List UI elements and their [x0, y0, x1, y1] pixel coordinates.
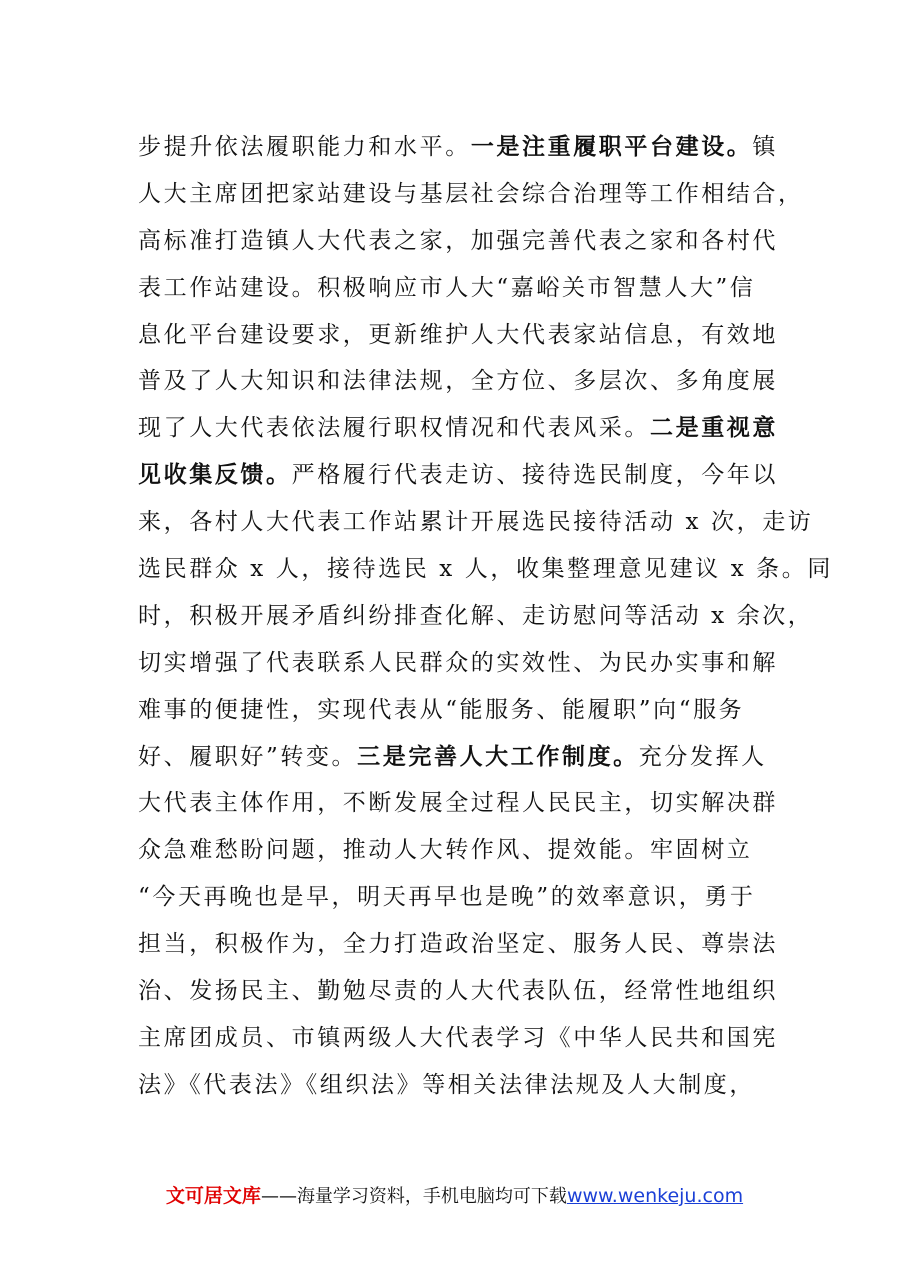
- text-line: [138, 780, 778, 827]
- body-text-segment: 担当，积极作为，全力打造政治坚定、服务人民、尊崇法: [138, 931, 778, 958]
- bold-heading-text: 三是完善人大工作制度。: [357, 743, 639, 770]
- text-line: [138, 265, 778, 312]
- bold-heading-text: 见收集反馈。: [138, 462, 292, 489]
- text-line: [138, 499, 814, 546]
- body-text-segment: 法》《代表法》《组织法》等相关法律法规及人大制度，: [138, 1071, 755, 1098]
- text-line: [138, 405, 778, 452]
- body-text-segment: 现了人大代表依法履行职权情况和代表风采。: [138, 415, 650, 442]
- body-text-segment: 镇: [752, 134, 779, 160]
- body-text-segment: 好、履职好”转变。: [138, 743, 358, 770]
- text-line: [138, 593, 814, 640]
- body-text-segment: 难事的便捷性，实现代表从“能服务、能履职”向“服务: [138, 696, 745, 723]
- body-text-segment: 严格履行代表走访、接待选民制度，今年以: [291, 462, 779, 489]
- body-text-segment: 来，各村人大代表工作站累计开展选民接待活动 x 次，走访: [138, 509, 814, 536]
- text-line: [138, 218, 778, 265]
- text-line: [138, 1015, 778, 1062]
- body-text-segment: 选民群众 x 人，接待选民 x 人，收集整理意见建议 x 条。同: [138, 556, 833, 583]
- body-text-segment: “今天再晚也是早，明天再早也是晚”的效率意识，勇于: [138, 884, 756, 911]
- text-line: [138, 124, 778, 171]
- text-line: [138, 452, 778, 499]
- text-line: [138, 687, 778, 734]
- text-line: [138, 546, 833, 593]
- body-text-segment: 主席团成员、市镇两级人大代表学习《中华人民共和国宪: [138, 1024, 778, 1051]
- footer-banner: [0, 1181, 909, 1212]
- body-text-segment: 高标准打造镇人大代表之家，加强完善代表之家和各村代: [138, 227, 778, 254]
- text-line: [138, 312, 778, 359]
- body-text-segment: 时，积极开展矛盾纠纷排查化解、走访慰问等活动 x 余次，: [138, 602, 814, 629]
- body-text-segment: 充分发挥人: [638, 743, 767, 770]
- text-line: [138, 640, 778, 687]
- footer-dash: ——: [260, 1186, 297, 1207]
- text-line: [138, 171, 804, 218]
- text-line: [138, 874, 778, 921]
- footer-brand: 文可居文库: [165, 1185, 261, 1207]
- text-line: [138, 1062, 778, 1109]
- body-text-segment: 人大主席团把家站建设与基层社会综合治理等工作相结合，: [138, 180, 804, 207]
- body-text-segment: 切实增强了代表联系人民群众的实效性、为民办实事和解: [138, 649, 778, 676]
- body-text-segment: 表工作站建设。积极响应市人大“嘉峪关市智慧人大”信: [138, 274, 756, 301]
- text-line: [138, 921, 778, 968]
- body-text: [138, 124, 833, 1109]
- bold-heading-text: 一是注重履职平台建设。: [470, 134, 753, 160]
- text-line: [138, 358, 778, 405]
- text-line: [138, 968, 778, 1015]
- body-text-segment: 治、发扬民主、勤勉尽责的人大代表队伍，经常性地组织: [138, 978, 778, 1005]
- body-text-segment: 息化平台建设要求，更新维护人大代表家站信息，有效地: [138, 321, 778, 348]
- bold-heading-text: 二是重视意: [650, 415, 778, 442]
- body-text-segment: 大代表主体作用，不断发展全过程人民民主，切实解决群: [138, 790, 778, 817]
- footer-tagline: 海量学习资料，手机电脑均可下载: [296, 1186, 567, 1207]
- body-text-segment: 步提升依法履职能力和水平。: [138, 134, 471, 160]
- footer-url-link[interactable]: www.wenkeju.com: [566, 1185, 744, 1207]
- text-line: [138, 827, 778, 874]
- body-text-segment: 众急难愁盼问题，推动人大转作风、提效能。牢固树立: [138, 837, 753, 864]
- text-line: [138, 734, 778, 781]
- body-text-segment: 普及了人大知识和法律法规，全方位、多层次、多角度展: [138, 368, 778, 395]
